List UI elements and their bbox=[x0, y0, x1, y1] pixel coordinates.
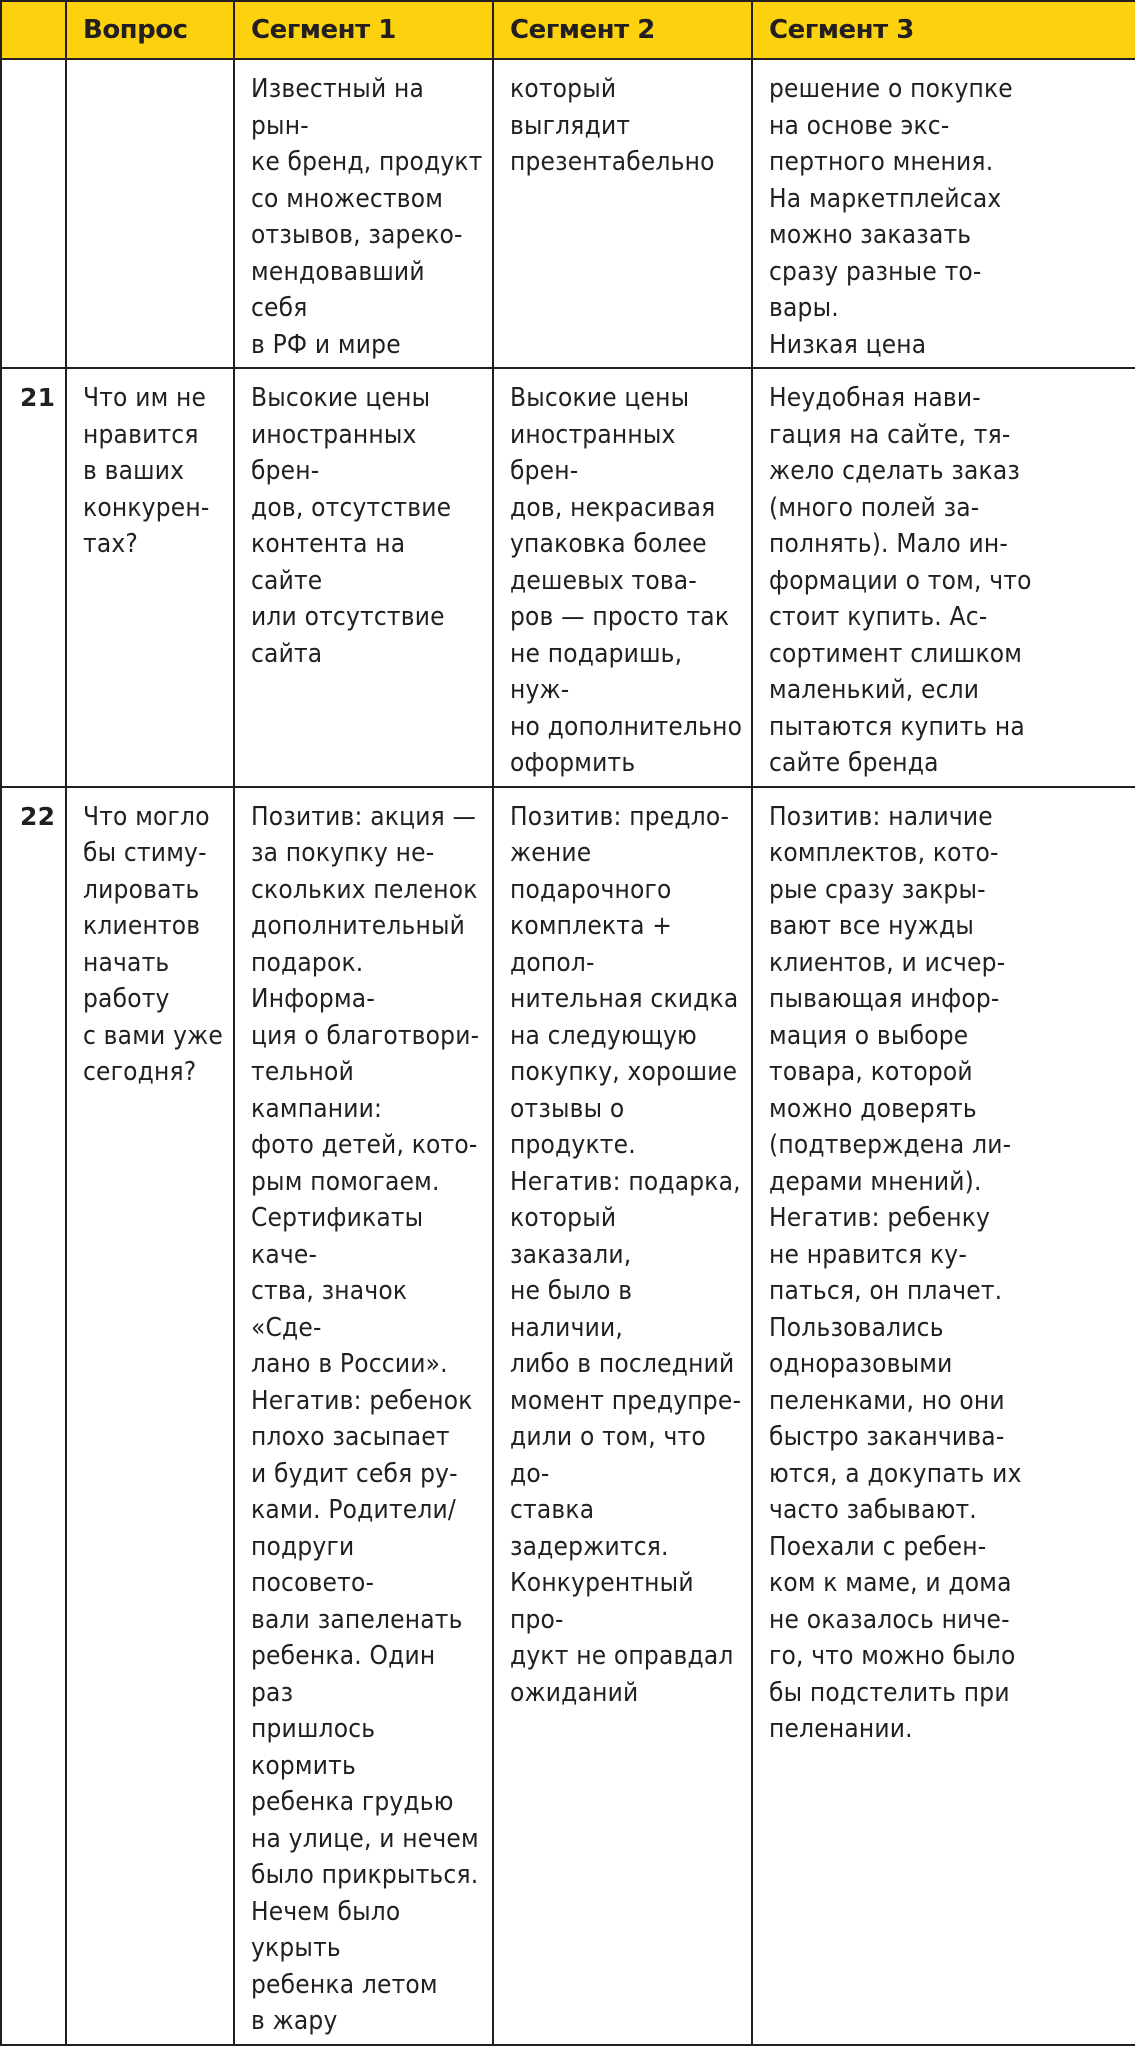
segment-2-cell: который выглядит презентабельно bbox=[493, 59, 752, 368]
segment-2-cell: Высокие цены иностранных брен- дов, некрасивая упаковка более дешевых това- ров — просто так не подаришь, нуж- но дополнительно оформить bbox=[493, 368, 752, 787]
row-number: 22 bbox=[1, 787, 66, 2045]
table-row-21 bbox=[1, 368, 1135, 787]
segment-3-cell: решение о покупке на основе экс- пертного мнения. На маркетплейсах можно заказать сразу разные то- вары. Низкая цена bbox=[752, 59, 1135, 368]
row-number bbox=[1, 59, 66, 368]
segment-3-cell: Неудобная нави- гация на сайте, тя- жело сделать заказ (много полей за- полнять). Мало ин- формации о том, что стоит купить. Ас- сортимент слишком маленький, если пытаются купить на сайте бренда bbox=[752, 368, 1135, 787]
segment-1-cell: Позитив: акция — за покупку не- скольких пеленок дополнительный подарок. Информа- ция о благотвори- тельной кампании: фото детей, кото- рым помогаем. Сертификаты каче- ства, значок «Сде- лано в России». Негатив: ребенок плохо засыпает и будит себя ру- ками. Родители/ подруги посовето- вали запеленать ребенка. Один раз пришлось кормить ребенка грудью на улице, и нечем было прикрыться. Нечем было укрыть ребенка летом в жару bbox=[234, 787, 493, 2045]
question-cell: Что могло бы стиму- лировать клиентов начать работу с вами уже сегодня? bbox=[66, 787, 234, 2045]
header-row bbox=[1, 1, 1135, 59]
table-row-22 bbox=[1, 787, 1135, 2045]
question-cell bbox=[66, 59, 234, 368]
table-row-continued bbox=[1, 59, 1135, 368]
header-number bbox=[1, 1, 66, 59]
header-segment-3: Сегмент 3 bbox=[752, 1, 1135, 59]
segment-2-cell: Позитив: предло- жение подарочного комплекта + допол- нительная скидка на следующую покупку, хорошие отзывы о продукте. Негатив: подарка, который заказали, не было в наличии, либо в последний момент предупре- дили о том, что до- ставка задержится. Конкурентный про- дукт не оправдал ожиданий bbox=[493, 787, 752, 2045]
segment-3-cell: Позитив: наличие комплектов, кото- рые сразу закры- вают все нужды клиентов, и исчер- пывающая инфор- мация о выборе товара, которой можно доверять (подтверждена ли- дерами мнений). Негатив: ребенку не нравится ку- паться, он плачет. Пользовались одноразовыми пеленками, но они быстро заканчива- ются, а докупать их часто забывают. Поехали с ребен- ком к маме, и дома не оказалось ниче- го, что можно было бы подстелить при пеленании. bbox=[752, 787, 1135, 2045]
row-number: 21 bbox=[1, 368, 66, 787]
question-cell: Что им не нравится в ваших конкурен- тах? bbox=[66, 368, 234, 787]
header-segment-1: Сегмент 1 bbox=[234, 1, 493, 59]
header-question: Вопрос bbox=[66, 1, 234, 59]
segment-1-cell: Известный на рын- ке бренд, продукт со множеством отзывов, зареко- мендовавший себя в РФ и мире bbox=[234, 59, 493, 368]
header-segment-2: Сегмент 2 bbox=[493, 1, 752, 59]
segment-1-cell: Высокие цены иностранных брен- дов, отсутствие контента на сайте или отсутствие сайта bbox=[234, 368, 493, 787]
